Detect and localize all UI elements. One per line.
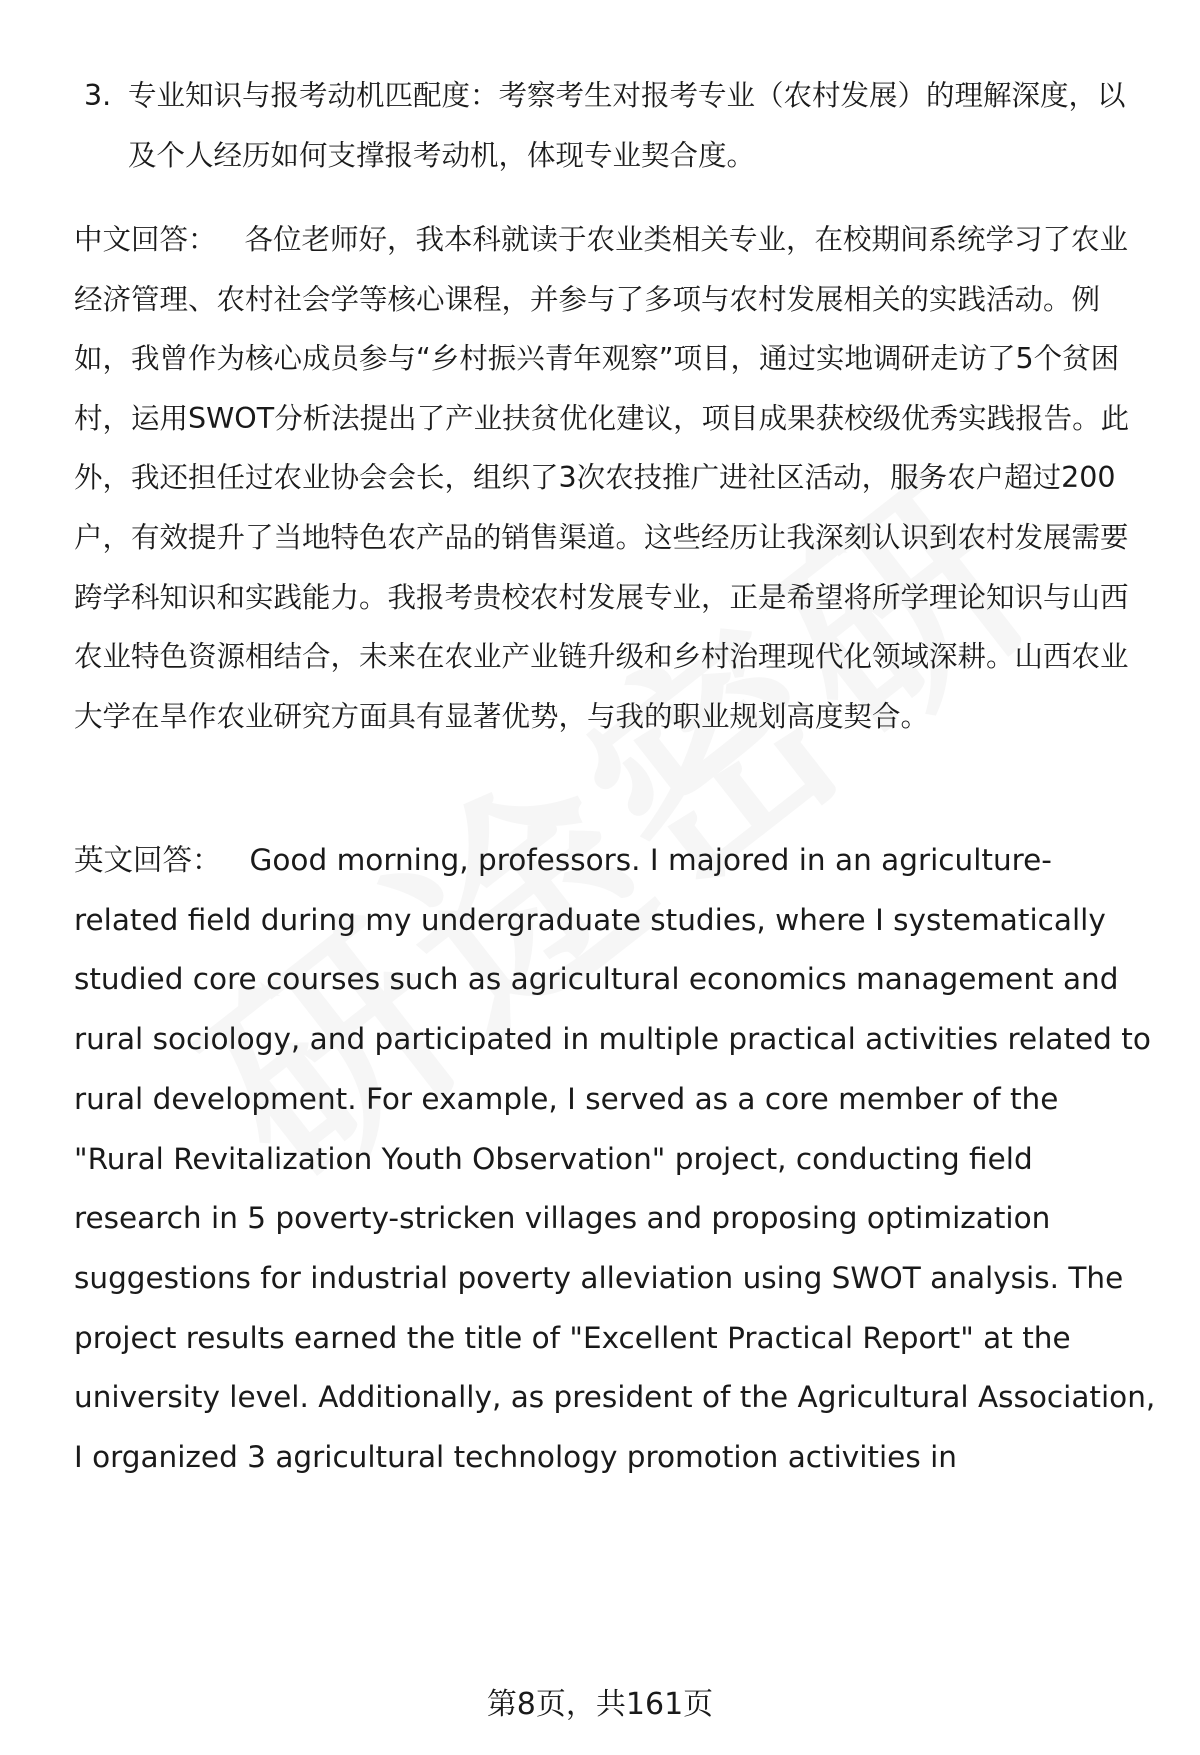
numbered-item xyxy=(84,66,1134,186)
english-answer xyxy=(74,831,1156,1491)
chinese-answer xyxy=(74,210,1156,746)
page-number-footer: 第8页，共161页 xyxy=(486,1687,714,1722)
item-number: 3. xyxy=(84,79,112,112)
english-answer-text: Good morning, professors. I majored in an agriculture-related field during my undergraduate studies, where I systematically studied core courses such as agricultural economics management and rural sociology, and participated in multiple practical activities related to rural development. For example, I served as a core member of the "Rural Revitalization Youth Observation" project, conducting field research in 5 poverty-stricken villages and proposing optimization suggestions for industrial poverty alleviation using SWOT analysis. The project results earned the title of "Excellent Practical Report" at the university level. Additionally, as president of the Agricultural Association, I organized 3 agricultural technology promotion activities in xyxy=(74,843,1156,1475)
item-text: 专业知识与报考动机匹配度：考察考生对报考专业（农村发展）的理解深度，以及个人经历如何支撑报考动机，体现专业契合度。 xyxy=(128,79,1126,172)
chinese-answer-text: 各位老师好，我本科就读于农业类相关专业，在校期间系统学习了农业经济管理、农村社会学等核心课程，并参与了多项与农村发展相关的实践活动。例如，我曾作为核心成员参与“乡村振兴青年观察”项目，通过实地调研走访了5个贫困村，运用SWOT分析法提出了产业扶贫优化建议，项目成果获校级优秀实践报告。此外，我还担任过农业协会会长，组织了3次农技推广进社区活动，服务农户超过200户，有效提升了当地特色农产品的销售渠道。这些经历让我深刻认识到农村发展需要跨学科知识和实践能力。我报考贵校农村发展专业，正是希望将所学理论知识与山西农业特色资源相结合，未来在农业产业链升级和乡村治理现代化领域深耕。山西农业大学在旱作农业研究方面具有显著优势，与我的职业规划高度契合。 xyxy=(74,223,1130,733)
english-answer-label: 英文回答： xyxy=(74,843,222,877)
chinese-answer-label: 中文回答： xyxy=(74,223,217,256)
